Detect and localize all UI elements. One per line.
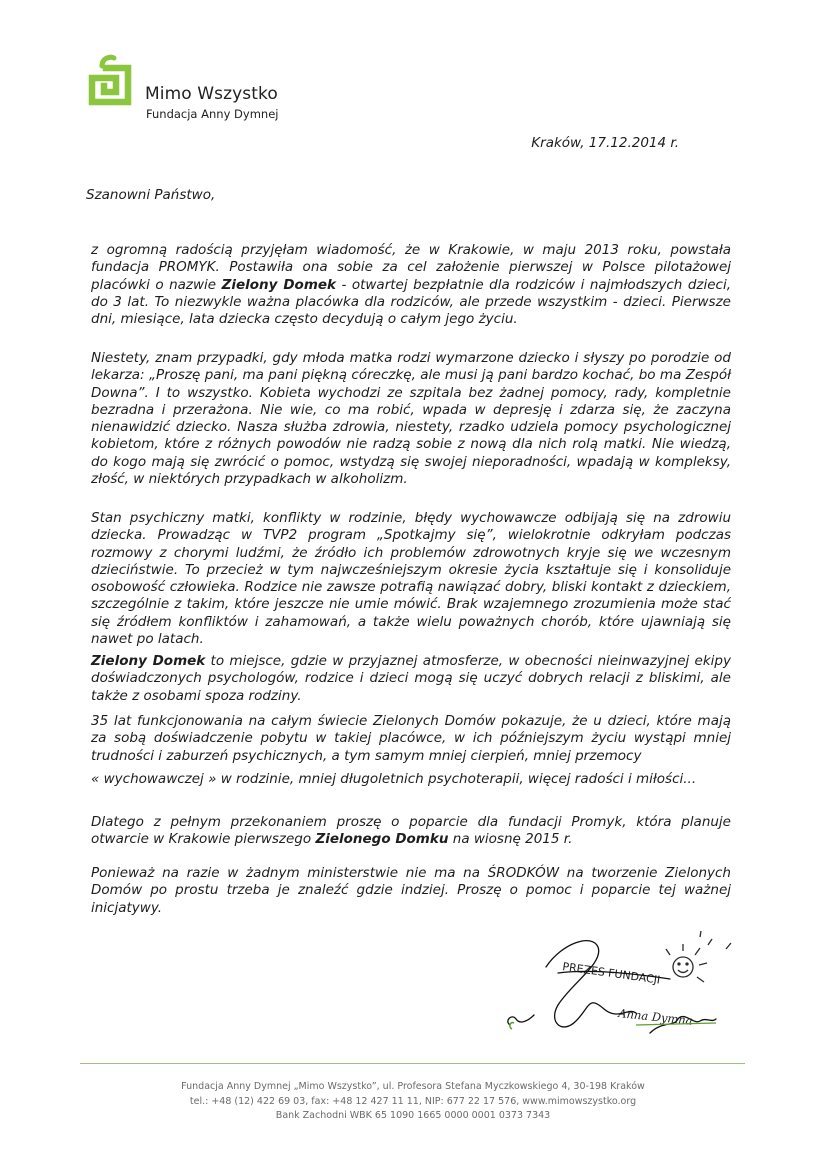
signature: [500, 925, 750, 1055]
paragraph-text: Ponieważ na razie w żadnym ministerstwie nie ma na ŚRODKÓW na tworzenie Zielonych Domów po prostu trzeba je znaleźć gdzie indziej. Proszę o pomoc i poparcie tej ważnej inicjatywy.: [91, 865, 731, 916]
paragraph-1: [91, 242, 731, 328]
footer-divider: [80, 1063, 745, 1064]
emphasis-text: Zielonego Domku: [315, 831, 449, 848]
footer-bank: Bank Zachodni WBK 65 1090 1665 0000 0001 0373 7343: [275, 1110, 551, 1121]
greeting: Szanowni Państwo,: [86, 187, 216, 203]
paragraph-text: Stan psychiczny matki, konflikty w rodzinie, błędy wychowawcze odbijają się na zdrowiu dziecka. Prowadząc w TVP2 program „Spotkajmy się”, wielokrotnie odkryłam podczas rozmowy z chorymi ludźmi, że źródło ich problemów zdrowotnych kryje się we wczesnym dzieciństwie. To przecież w tym najwcześniejszym okresie życia kształtuje się i konsoliduje osobowość człowieka. Rodzice nie zawsze potrafią nawiązać dobry, bliski kontakt z dzieckiem, szczególnie z takim, które jeszcze nie umie mówić. Brak wzajemnego zrozumienia może stać się źródłem konfliktów i zahamowań, a także wielu poważnych chorób, które ujawniają się nawet po latach.: [91, 510, 731, 648]
org-subtitle: Fundacja Anny Dymnej: [146, 107, 279, 121]
footer-address: Fundacja Anny Dymnej „Mimo Wszystko”, ul. Profesora Stefana Myczkowskiego 4, 30-198 Kraków: [181, 1081, 645, 1092]
paragraph-7: [91, 814, 731, 849]
paragraph-text: - otwartej bezpłatnie dla rodziców i najmłodszych dzieci, do 3 lat. To niezwykle ważna placówka dla rodziców, ale przede wszystkim - dzieci. Pierwsze dni, miesiące, lata dziecka często decydują o całym jego życiu.: [91, 276, 731, 328]
paragraph-text: 35 lat funkcjonowania na całym świecie Zielonych Domów pokazuje, że u dzieci, które mają za sobą doświadczenie pobytu w takiej placówce, w ich późniejszym życiu wystąpi mniej trudności i zaburzeń psychicznych, a tym samym mniej cierpień, mniej przemocy: [91, 713, 731, 764]
emphasis-text: Zielony Domek: [91, 653, 206, 669]
smiling-sun-icon: [666, 931, 731, 982]
signature-title: PREZES FUNDACJI: [561, 960, 662, 987]
paragraph-6: [91, 771, 731, 788]
paragraph-text: to miejsce, gdzie w przyjaznej atmosferze, w obecności nieinwazyjnej ekipy doświadczonych psychologów, rodzice i dzieci mogą się uczyć dobrych relacji z bliskimi, ale także z osobami spoza rodziny.: [91, 653, 731, 704]
paragraph-5: [91, 713, 731, 765]
org-name: Mimo Wszystko: [145, 84, 278, 104]
spiral-logo-icon: [80, 54, 140, 116]
paragraph-text: z ogromną radością przyjęłam wiadomość, że w Krakowie, w maju 2013 roku, powstała fundacja PROMYK. Postawiła ona sobie za cel założenie pierwszej w Polsce pilotażowej placówki o nazwie: [91, 242, 731, 293]
paragraph-text: « wychowawczej » w rodzinie, mniej długoletnich psychoterapii, więcej radości i miłości...: [91, 771, 697, 787]
place-date: Kraków, 17.12.2014 r.: [531, 135, 679, 151]
signature-name: Anna Dymna: [617, 1006, 694, 1028]
paragraph-4: [91, 653, 731, 705]
paragraph-3: [91, 510, 731, 648]
emphasis-text: Zielony Domek: [221, 276, 337, 293]
paragraph-8: [91, 865, 731, 917]
footer-contact: tel.: +48 (12) 422 69 03, fax: +48 12 427 11 11, NIP: 677 22 17 576, www.mimowszystko.org: [189, 1096, 637, 1107]
paragraph-text: na wiosnę 2015 r.: [448, 831, 573, 848]
paragraph-text: Niestety, znam przypadki, gdy młoda matka rodzi wymarzone dziecko i słyszy po porodzie od lekarza: „Proszę pani, ma pani piękną córeczkę, ale musi ją pani bardzo kochać, bo ma Zespół Downa”. I to wszystko. Kobieta wychodzi ze szpitala bez żadnej pomocy, rady, kompletnie bezradna i przerażona. Nie wie, co ma robić, wpada w depresję i zdarza się, że zaczyna nienawidzić dziecko. Nasza służba zdrowia, niestety, rzadko udziela pomocy psychologicznej kobietom, które z różnych powodów nie radzą sobie z nową dla nich rolą matki. Nie wiedzą, do kogo mają się zwrócić o pomoc, wstydzą się swojej nieporadności, wpadają w kompleksy, złość, w niektórych przypadkach w alkoholizm.: [91, 350, 731, 488]
paragraph-2: [91, 350, 731, 488]
paragraph-text: Dlatego z pełnym przekonaniem proszę o poparcie dla fundacji Promyk, która planuje otwarcie w Krakowie pierwszego: [91, 814, 731, 848]
